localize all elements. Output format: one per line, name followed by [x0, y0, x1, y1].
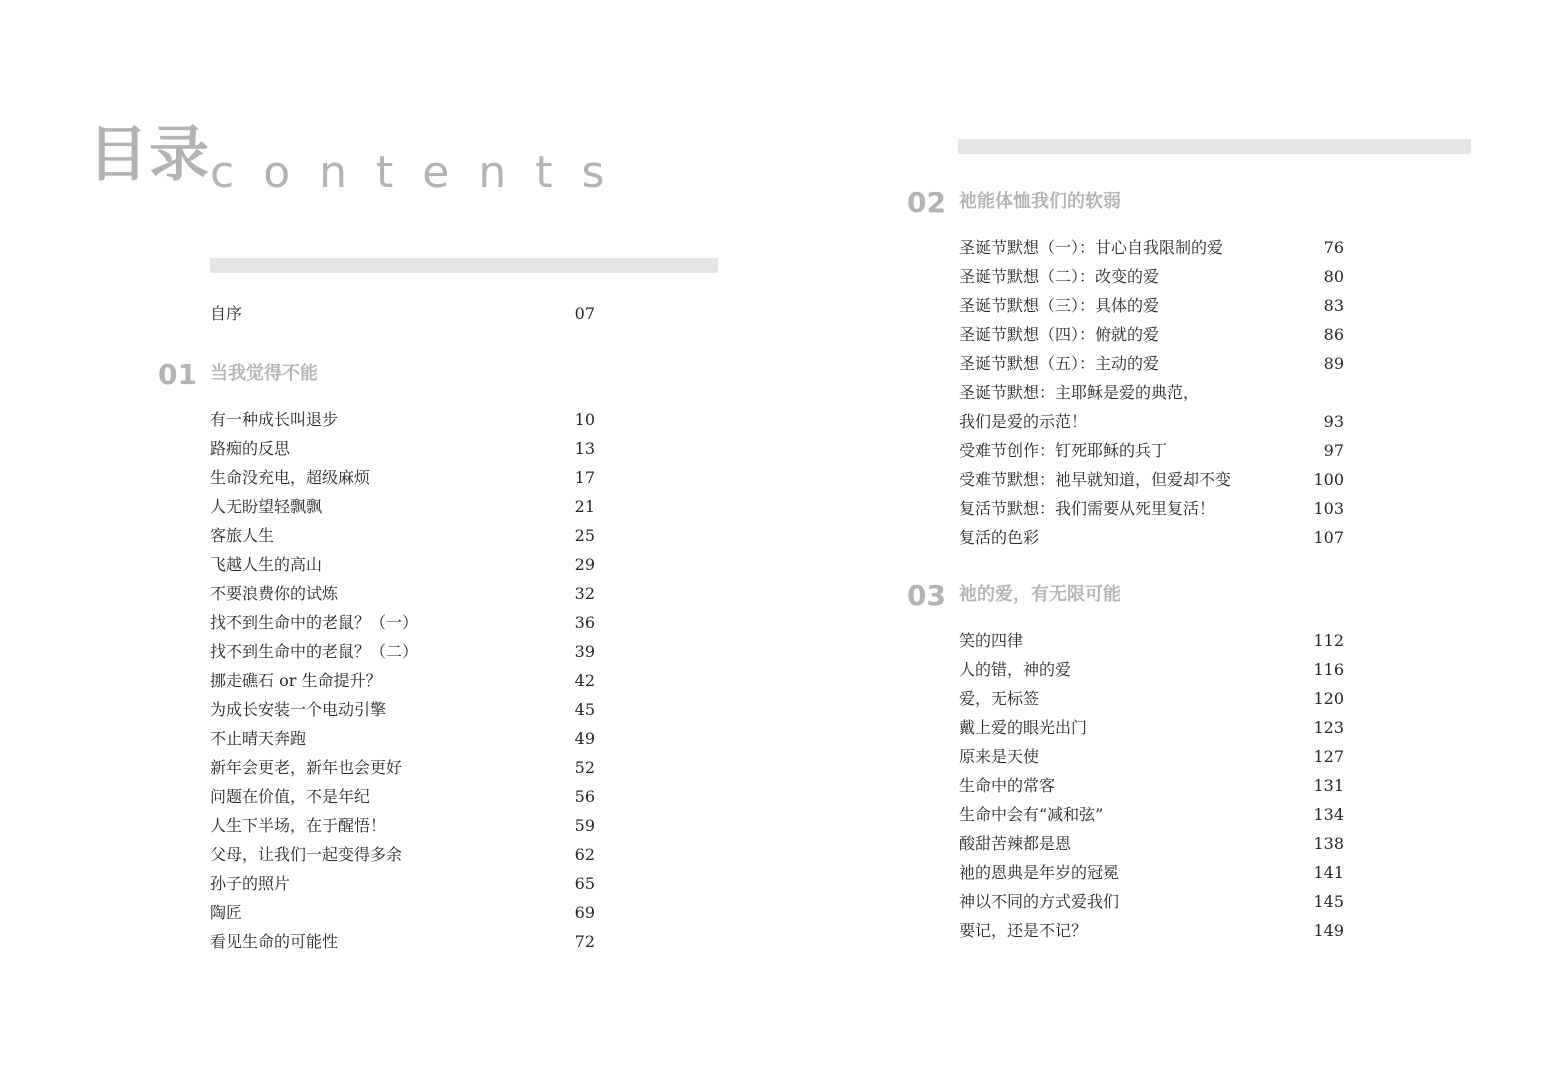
toc-entry[interactable]: 有一种成长叫退步: [210, 410, 339, 429]
page-number: 100: [1313, 470, 1344, 489]
page-number: 131: [1313, 776, 1344, 795]
toc-entry[interactable]: 人无盼望轻飘飘: [210, 497, 323, 516]
page-number: 42: [574, 671, 595, 690]
toc-entry[interactable]: 找不到生命中的老鼠？（二）: [210, 642, 419, 661]
section-title: 祂能体恤我们的软弱: [959, 191, 1121, 212]
toc-entry[interactable]: 生命没充电，超级麻烦: [210, 468, 371, 487]
page-number: 69: [574, 903, 595, 922]
toc-entry[interactable]: 为成长安装一个电动引擎: [210, 700, 387, 719]
toc-entry[interactable]: 新年会更老，新年也会更好: [210, 758, 403, 777]
toc-entry[interactable]: 不要浪费你的试炼: [210, 584, 339, 603]
toc-entry[interactable]: 复活节默想：我们需要从死里复活！: [959, 499, 1216, 518]
page-number: 97: [1323, 441, 1344, 460]
toc-entry[interactable]: 找不到生命中的老鼠？（一）: [210, 613, 419, 632]
page-number: 65: [574, 874, 595, 893]
page-number: 62: [574, 845, 595, 864]
page-number: 25: [574, 526, 595, 545]
page-number: 76: [1323, 238, 1344, 257]
page-number: 80: [1323, 267, 1344, 286]
section-title: 祂的爱，有无限可能: [959, 584, 1121, 605]
page-number: 86: [1323, 325, 1344, 344]
page-number: 103: [1313, 499, 1344, 518]
page-number: 116: [1313, 660, 1344, 679]
toc-entry[interactable]: 人生下半场，在于醒悟！: [210, 816, 387, 835]
toc-entry[interactable]: 孙子的照片: [210, 874, 291, 893]
page-number: 59: [574, 816, 595, 835]
page-number: 138: [1313, 834, 1344, 853]
toc-entry[interactable]: 受难节默想：祂早就知道，但爱却不变: [959, 470, 1232, 489]
page-number: 49: [574, 729, 595, 748]
toc-entry[interactable]: 酸甜苦辣都是恩: [959, 834, 1072, 853]
page-number: 120: [1313, 689, 1344, 708]
page-number: 83: [1323, 296, 1344, 315]
page-number: 17: [574, 468, 595, 487]
toc-entry[interactable]: 我们是爱的示范！: [959, 412, 1088, 431]
toc-entry[interactable]: 飞越人生的高山: [210, 555, 323, 574]
toc-entry[interactable]: 挪走礁石 or 生命提升？: [210, 671, 382, 690]
toc-entry[interactable]: 陶匠: [210, 903, 243, 922]
page-number: 56: [574, 787, 595, 806]
page-number: 36: [574, 613, 595, 632]
toc-entry[interactable]: 要记，还是不记？: [959, 921, 1088, 940]
page-number: 134: [1313, 805, 1344, 824]
toc-entry[interactable]: 祂的恩典是年岁的冠冕: [959, 863, 1120, 882]
toc-entry[interactable]: 圣诞节默想（一）：甘心自我限制的爱: [959, 238, 1224, 257]
left-divider-bar: [210, 258, 718, 273]
toc-entry[interactable]: 客旅人生: [210, 526, 275, 545]
toc-entry[interactable]: 路痴的反思: [210, 439, 291, 458]
toc-entry[interactable]: 圣诞节默想（四）：俯就的爱: [959, 325, 1160, 344]
page-number: 93: [1323, 412, 1344, 431]
section-number: 02: [907, 186, 946, 219]
toc-title-chinese: 目录: [88, 120, 210, 190]
section-number: 01: [158, 358, 197, 391]
page-number: 72: [574, 932, 595, 951]
toc-entry[interactable]: 原来是天使: [959, 747, 1040, 766]
toc-entry[interactable]: 圣诞节默想（二）：改变的爱: [959, 267, 1160, 286]
page-number: 10: [574, 410, 595, 429]
toc-entry[interactable]: 父母，让我们一起变得多余: [210, 845, 403, 864]
toc-entry[interactable]: 问题在价值，不是年纪: [210, 787, 371, 806]
page-number: 149: [1313, 921, 1344, 940]
toc-entry[interactable]: 笑的四律: [959, 631, 1024, 650]
page-number: 141: [1313, 863, 1344, 882]
toc-entry-preface[interactable]: 自序: [210, 304, 243, 323]
page-number: 107: [1313, 528, 1344, 547]
toc-entry[interactable]: 圣诞节默想（五）：主动的爱: [959, 354, 1160, 373]
toc-title-english: contents: [210, 147, 634, 198]
page-number-preface: 07: [574, 304, 595, 323]
toc-entry[interactable]: 生命中的常客: [959, 776, 1056, 795]
toc-entry[interactable]: 人的错，神的爱: [959, 660, 1072, 679]
page-number: 52: [574, 758, 595, 777]
page-number: 32: [574, 584, 595, 603]
toc-entry[interactable]: 圣诞节默想（三）：具体的爱: [959, 296, 1160, 315]
toc-entry[interactable]: 复活的色彩: [959, 528, 1040, 547]
page-number: 45: [574, 700, 595, 719]
toc-entry[interactable]: 不止晴天奔跑: [210, 729, 307, 748]
toc-entry[interactable]: 生命中会有“减和弦”: [959, 805, 1104, 824]
section-number: 03: [907, 579, 946, 612]
page-number: 89: [1323, 354, 1344, 373]
toc-entry[interactable]: 戴上爱的眼光出门: [959, 718, 1088, 737]
page-number: 112: [1313, 631, 1344, 650]
right-divider-bar: [958, 139, 1471, 154]
page-number: 39: [574, 642, 595, 661]
page-number: 127: [1313, 747, 1344, 766]
toc-entry[interactable]: 爱，无标签: [959, 689, 1040, 708]
toc-entry[interactable]: 神以不同的方式爱我们: [959, 892, 1120, 911]
page-number: 145: [1313, 892, 1344, 911]
page-number: 29: [574, 555, 595, 574]
page-number: 123: [1313, 718, 1344, 737]
toc-entry[interactable]: 受难节创作：钉死耶稣的兵丁: [959, 441, 1168, 460]
section-title: 当我觉得不能: [210, 363, 318, 384]
toc-entry[interactable]: 圣诞节默想：主耶稣是爱的典范，: [959, 383, 1200, 402]
page-number: 21: [574, 497, 595, 516]
toc-entry[interactable]: 看见生命的可能性: [210, 932, 339, 951]
page-number: 13: [574, 439, 595, 458]
